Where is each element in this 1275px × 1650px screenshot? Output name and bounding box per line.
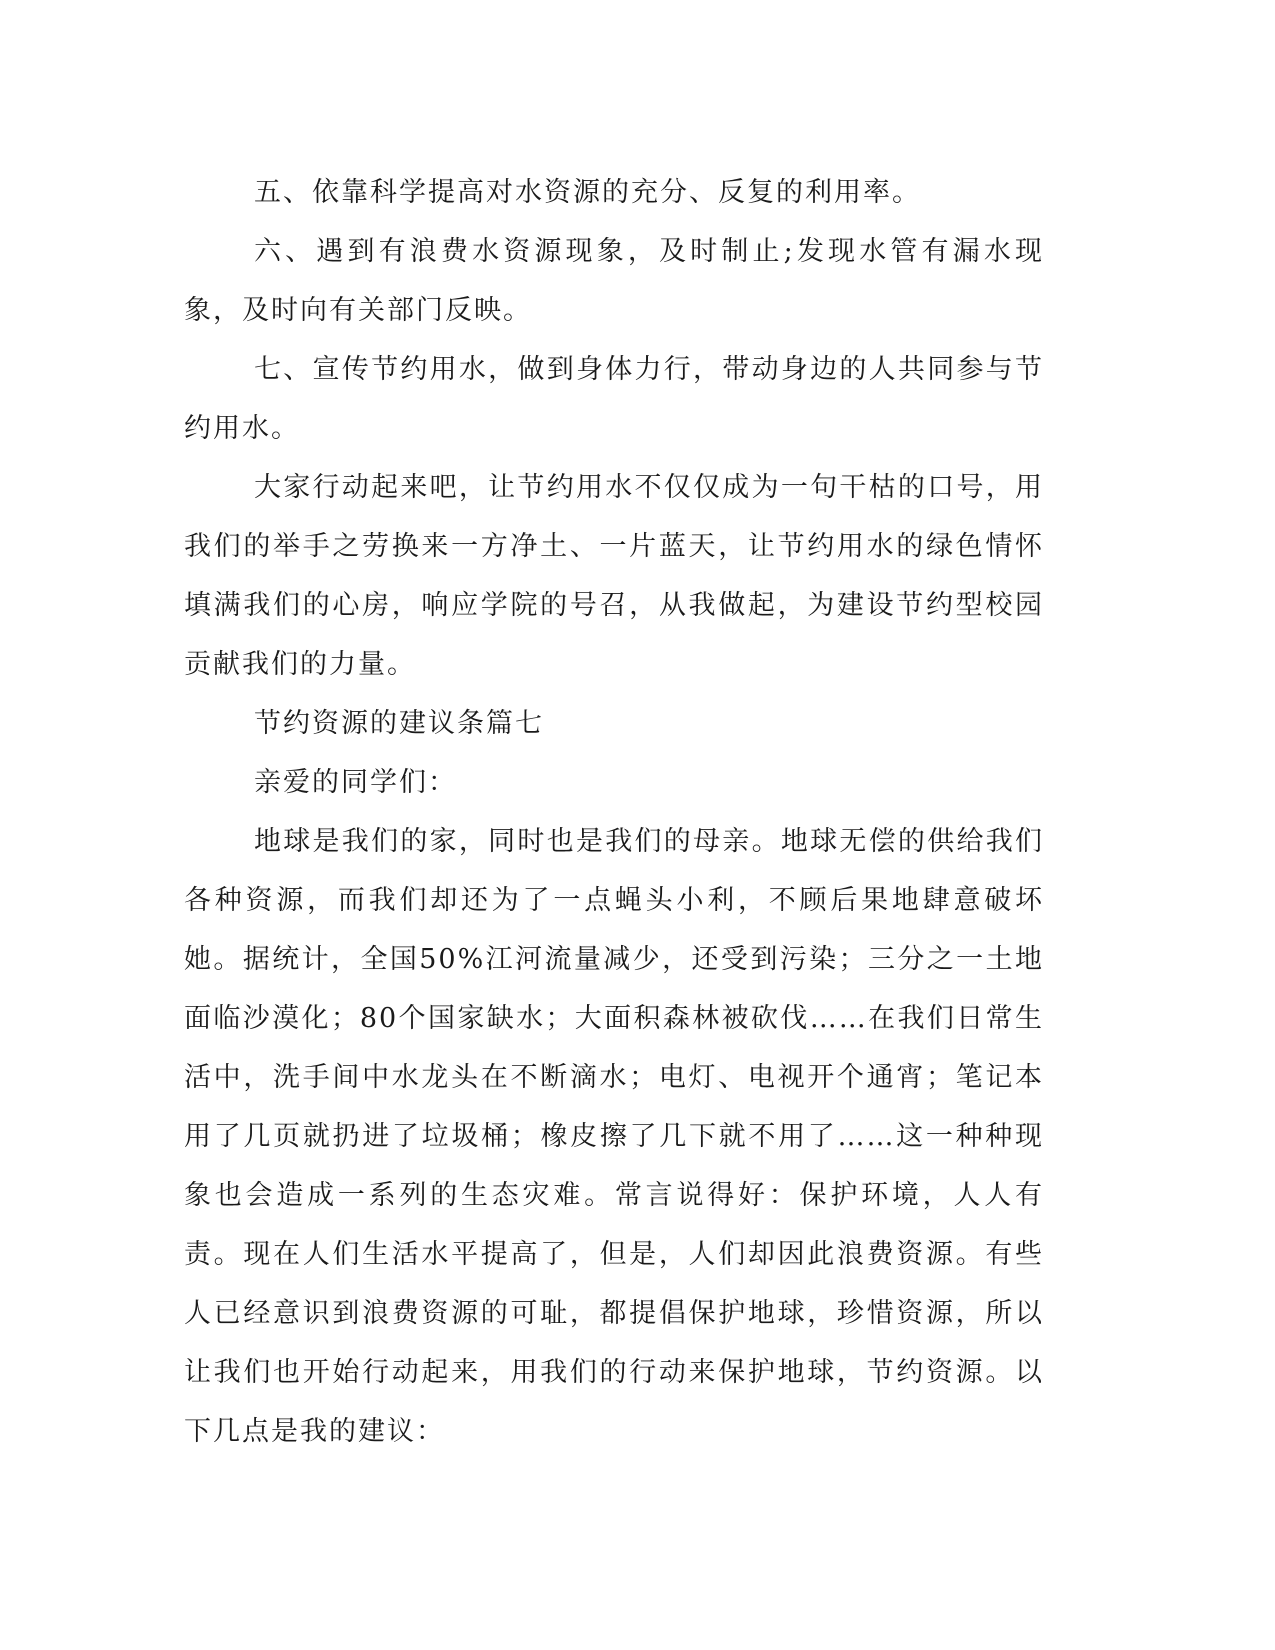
paragraph-item-7: 七、宣传节约用水，做到身体力行，带动身边的人共同参与节约用水。 bbox=[184, 354, 1044, 444]
paragraph-conclusion: 大家行动起来吧，让节约用水不仅仅成为一句干枯的口号，用我们的举手之劳换来一方净土、一片蓝天，让节约用水的绿色情怀填满我们的心房，响应学院的号召，从我做起，为建设节约型校园贡献我们的力量。 bbox=[184, 472, 1044, 680]
salutation: 亲爱的同学们： bbox=[254, 767, 457, 798]
section-heading: 节约资源的建议条篇七 bbox=[254, 708, 544, 739]
paragraph-item-6: 六、遇到有浪费水资源现象，及时制止;发现水管有漏水现象，及时向有关部门反映。 bbox=[184, 236, 1044, 326]
document-body bbox=[184, 163, 1044, 1461]
paragraph-item-5: 五、依靠科学提高对水资源的充分、反复的利用率。 bbox=[254, 177, 921, 208]
paragraph-body: 地球是我们的家，同时也是我们的母亲。地球无偿的供给我们各种资源，而我们却还为了一点蝇头小利，不顾后果地肆意破坏她。据统计，全国50%江河流量减少，还受到污染；三分之一土地面临沙漠化；80个国家缺水；大面积森林被砍伐……在我们日常生活中，洗手间中水龙头在不断滴水；电灯、电视开个通宵；笔记本用了几页就扔进了垃圾桶；橡皮擦了几下就不用了……这一种种现象也会造成一系列的生态灾难。常言说得好：保护环境，人人有责。现在人们生活水平提高了，但是，人们却因此浪费资源。有些人已经意识到浪费资源的可耻，都提倡保护地球，珍惜资源，所以让我们也开始行动起来，用我们的行动来保护地球，节约资源。以下几点是我的建议： bbox=[184, 826, 1044, 1447]
